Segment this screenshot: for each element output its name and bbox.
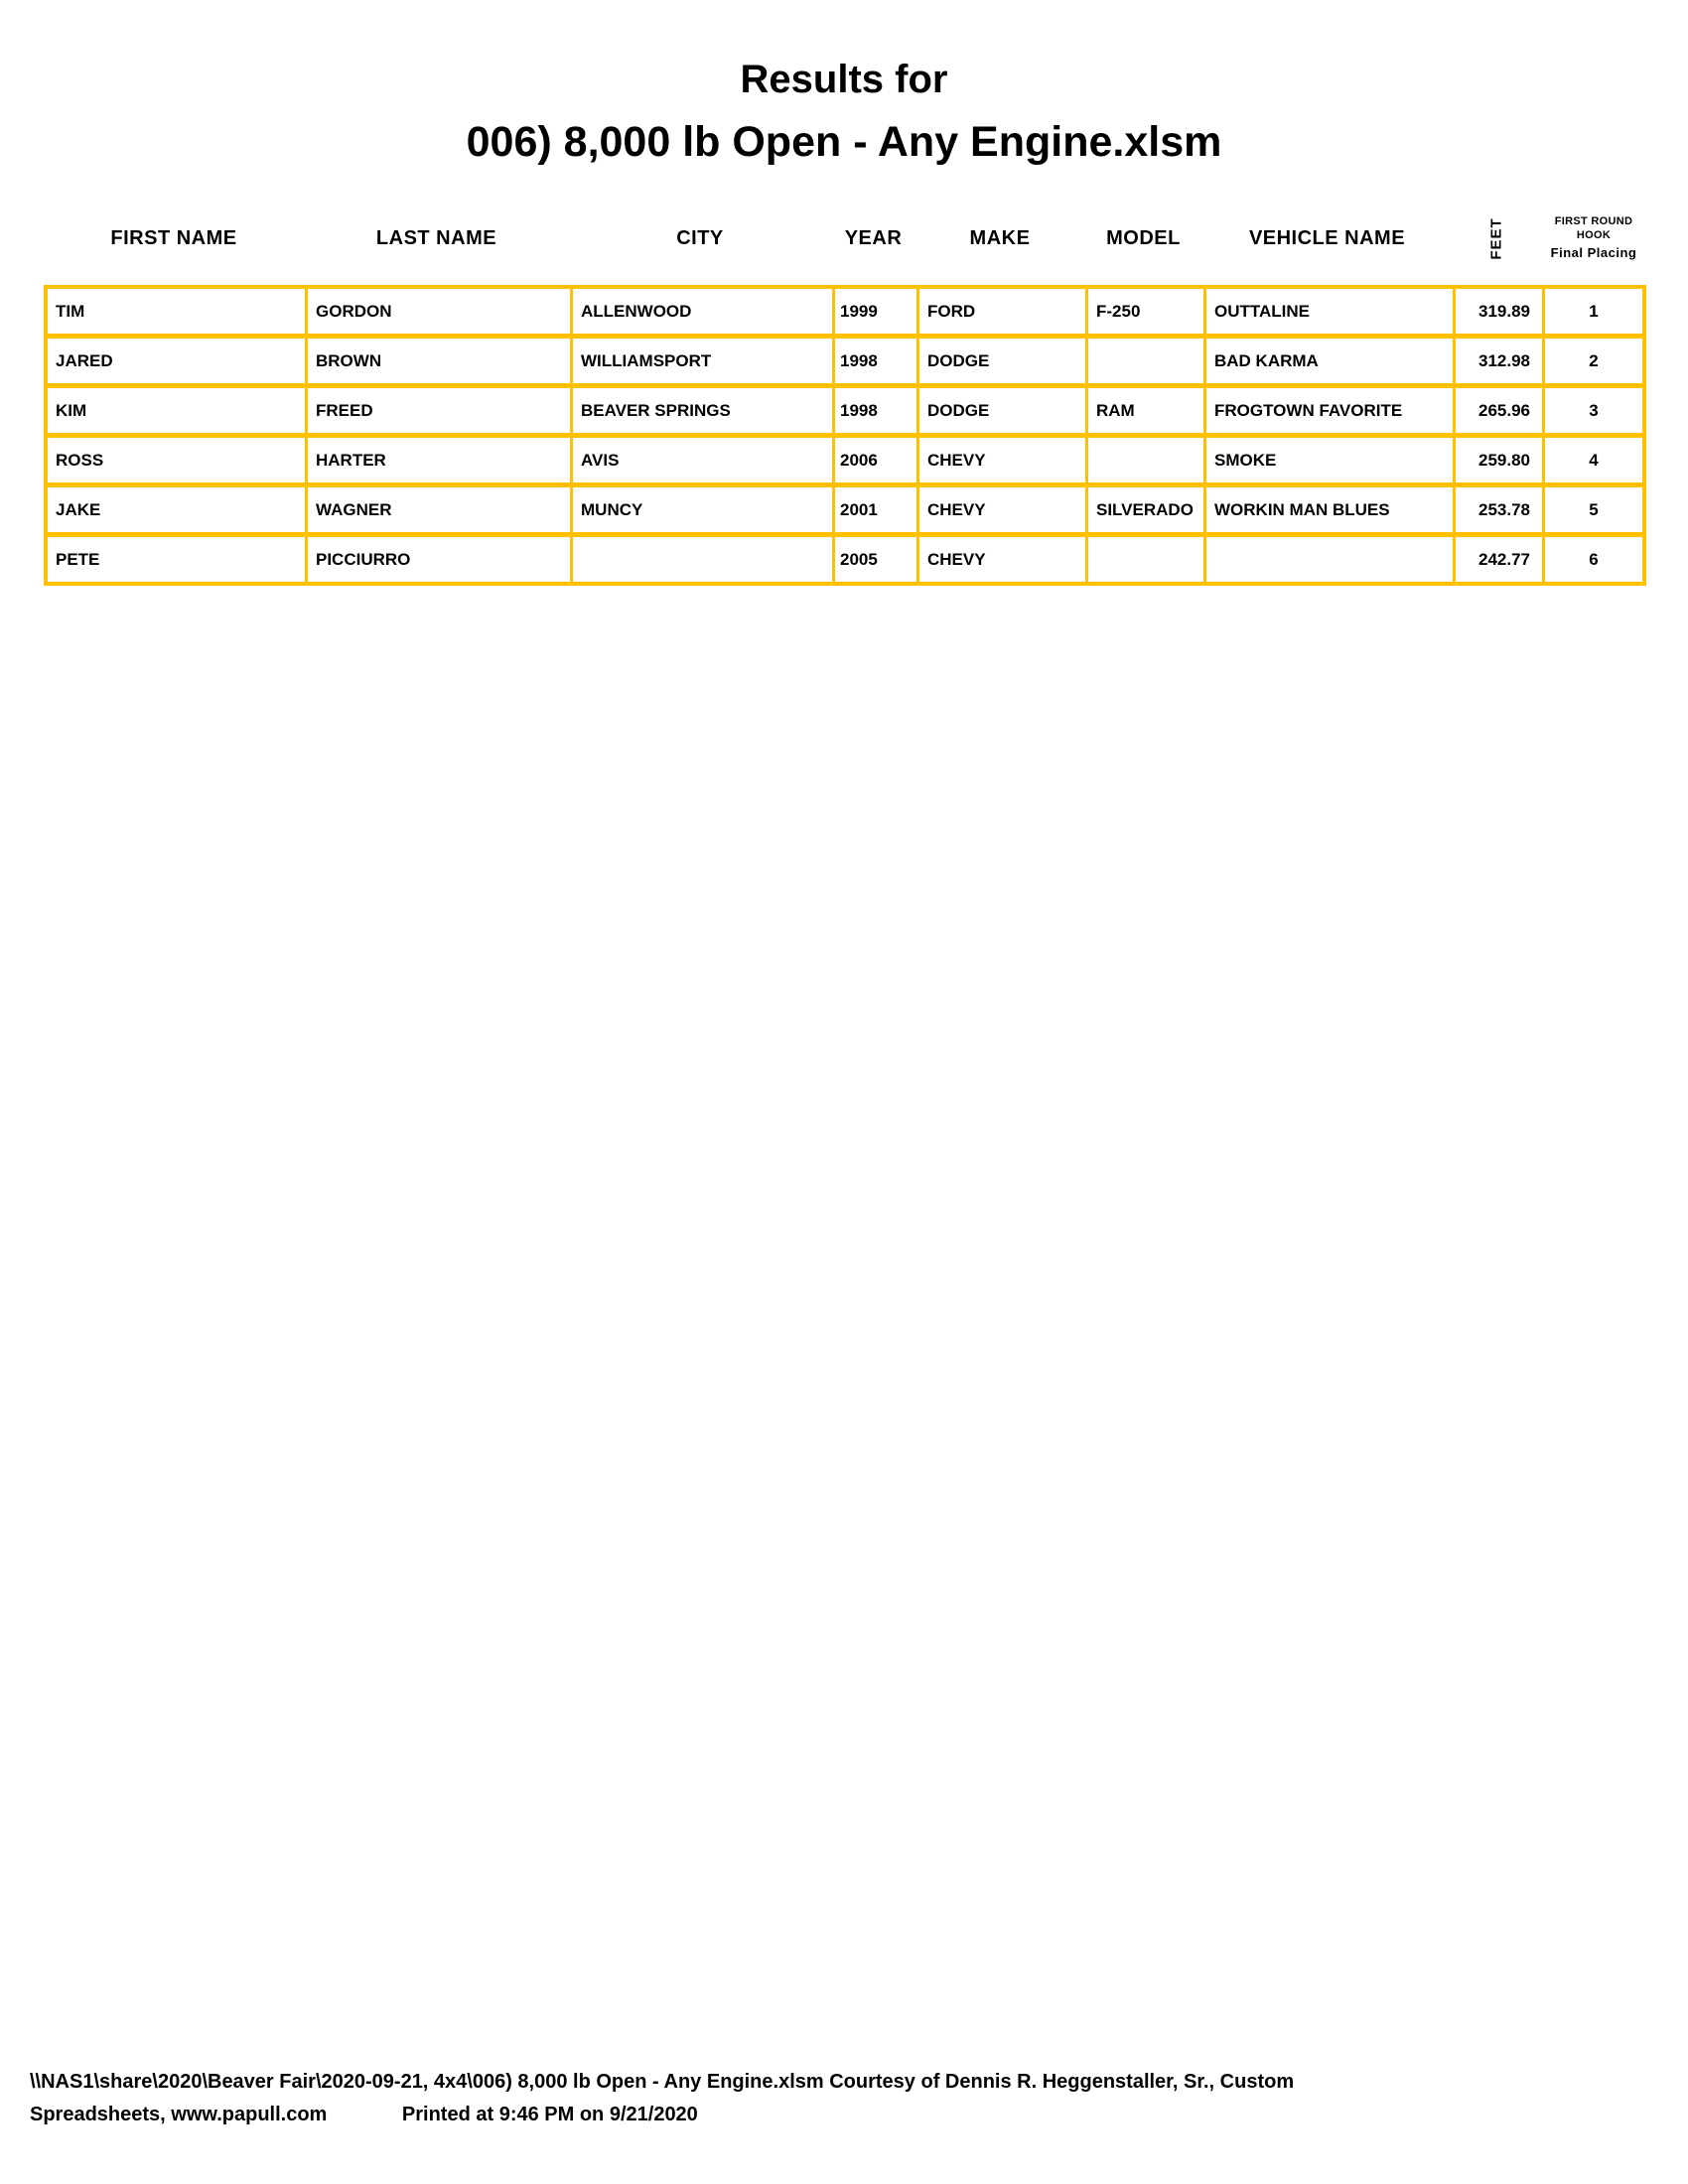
- feet-rotated-label: FEET: [1487, 216, 1505, 260]
- report-subtitle-filename: 006) 8,000 lb Open - Any Engine.xlsm: [466, 118, 1222, 166]
- cell-vehicle-name: SMOKE: [1206, 438, 1456, 482]
- cell-vehicle-name: BAD KARMA: [1206, 339, 1456, 383]
- page-footer: [30, 2066, 1658, 2131]
- cell-first-name: PETE: [48, 537, 308, 582]
- cell-year: 2006: [835, 438, 919, 482]
- cell-vehicle-name: WORKIN MAN BLUES: [1206, 487, 1456, 532]
- column-header-last-name: LAST NAME: [375, 226, 497, 249]
- cell-model: SILVERADO: [1088, 487, 1206, 532]
- cell-feet: 312.98: [1456, 339, 1545, 383]
- cell-last-name: GORDON: [308, 289, 573, 334]
- cell-first-name: JAKE: [48, 487, 308, 532]
- cell-city: ALLENWOOD: [573, 289, 835, 334]
- cell-feet: 259.80: [1456, 438, 1545, 482]
- cell-placing: 1: [1589, 301, 1599, 321]
- cell-year: 1999: [835, 289, 919, 334]
- column-header-first-name: FIRST NAME: [110, 226, 237, 249]
- cell-feet: 319.89: [1456, 289, 1545, 334]
- cell-first-name: ROSS: [48, 438, 308, 482]
- cell-last-name: HARTER: [308, 438, 573, 482]
- cell-make: DODGE: [919, 388, 1088, 433]
- cell-feet: 253.78: [1456, 487, 1545, 532]
- cell-city: WILLIAMSPORT: [573, 339, 835, 383]
- footer-courtesy-continued: Spreadsheets, www.papull.com: [30, 2104, 328, 2125]
- cell-first-name: TIM: [48, 289, 308, 334]
- column-header-city: CITY: [676, 226, 724, 249]
- cell-year: 2005: [835, 537, 919, 582]
- table-row: [48, 383, 1642, 433]
- cell-last-name: PICCIURRO: [308, 537, 573, 582]
- cell-city: BEAVER SPRINGS: [573, 388, 835, 433]
- cell-feet: 242.77: [1456, 537, 1545, 582]
- cell-last-name: WAGNER: [308, 487, 573, 532]
- column-header-feet: [1452, 211, 1541, 265]
- cell-make: CHEVY: [919, 537, 1088, 582]
- cell-year: 2001: [835, 487, 919, 532]
- column-header-model: MODEL: [1106, 226, 1181, 249]
- cell-placing: 6: [1589, 549, 1599, 569]
- cell-city: MUNCY: [573, 487, 835, 532]
- report-title-block: [0, 58, 1688, 167]
- cell-vehicle-name: [1206, 537, 1456, 582]
- column-header-vehicle-name: VEHICLE NAME: [1248, 226, 1406, 249]
- table-row: [48, 334, 1642, 383]
- cell-vehicle-name: OUTTALINE: [1206, 289, 1456, 334]
- cell-make: CHEVY: [919, 438, 1088, 482]
- cell-make: DODGE: [919, 339, 1088, 383]
- footer-printed-timestamp: Printed at 9:46 PM on 9/21/2020: [401, 2104, 698, 2125]
- table-row: [48, 433, 1642, 482]
- cell-model: RAM: [1088, 388, 1206, 433]
- cell-first-name: KIM: [48, 388, 308, 433]
- table-row: [48, 482, 1642, 532]
- column-header-make: MAKE: [969, 226, 1031, 249]
- cell-model: F-250: [1088, 289, 1206, 334]
- cell-placing: 2: [1589, 350, 1599, 370]
- cell-placing: 3: [1589, 400, 1599, 420]
- cell-placing: 5: [1589, 499, 1599, 519]
- table-row: [48, 289, 1642, 334]
- cell-feet: 265.96: [1456, 388, 1545, 433]
- hook-header-line2: HOOK: [1576, 228, 1612, 241]
- hook-header-line3: Final Placing: [1550, 244, 1637, 260]
- cell-first-name: JARED: [48, 339, 308, 383]
- cell-placing: 4: [1589, 450, 1599, 470]
- cell-last-name: BROWN: [308, 339, 573, 383]
- cell-city: [573, 537, 835, 582]
- column-header-placing: [1541, 215, 1646, 261]
- cell-year: 1998: [835, 388, 919, 433]
- cell-model: [1088, 339, 1206, 383]
- results-table: [44, 211, 1646, 586]
- cell-last-name: FREED: [308, 388, 573, 433]
- table-header-row: [44, 211, 1646, 265]
- report-title: Results for: [740, 58, 948, 101]
- footer-line1-path-courtesy: \\NAS1\share\2020\Beaver Fair\2020-09-21, 4x4\006) 8,000 lb Open - Any Engine.xlsm Courtesy of Dennis R. Heggenstaller, Sr., Custom: [30, 2071, 1295, 2093]
- cell-city: AVIS: [573, 438, 835, 482]
- cell-vehicle-name: FROGTOWN FAVORITE: [1206, 388, 1456, 433]
- cell-make: CHEVY: [919, 487, 1088, 532]
- table-row: [48, 532, 1642, 582]
- cell-year: 1998: [835, 339, 919, 383]
- table-grid: [44, 285, 1646, 586]
- cell-make: FORD: [919, 289, 1088, 334]
- footer-line2: [30, 2099, 1658, 2131]
- column-header-year: YEAR: [844, 226, 903, 249]
- cell-model: [1088, 438, 1206, 482]
- cell-model: [1088, 537, 1206, 582]
- hook-header-line1: FIRST ROUND: [1554, 215, 1633, 228]
